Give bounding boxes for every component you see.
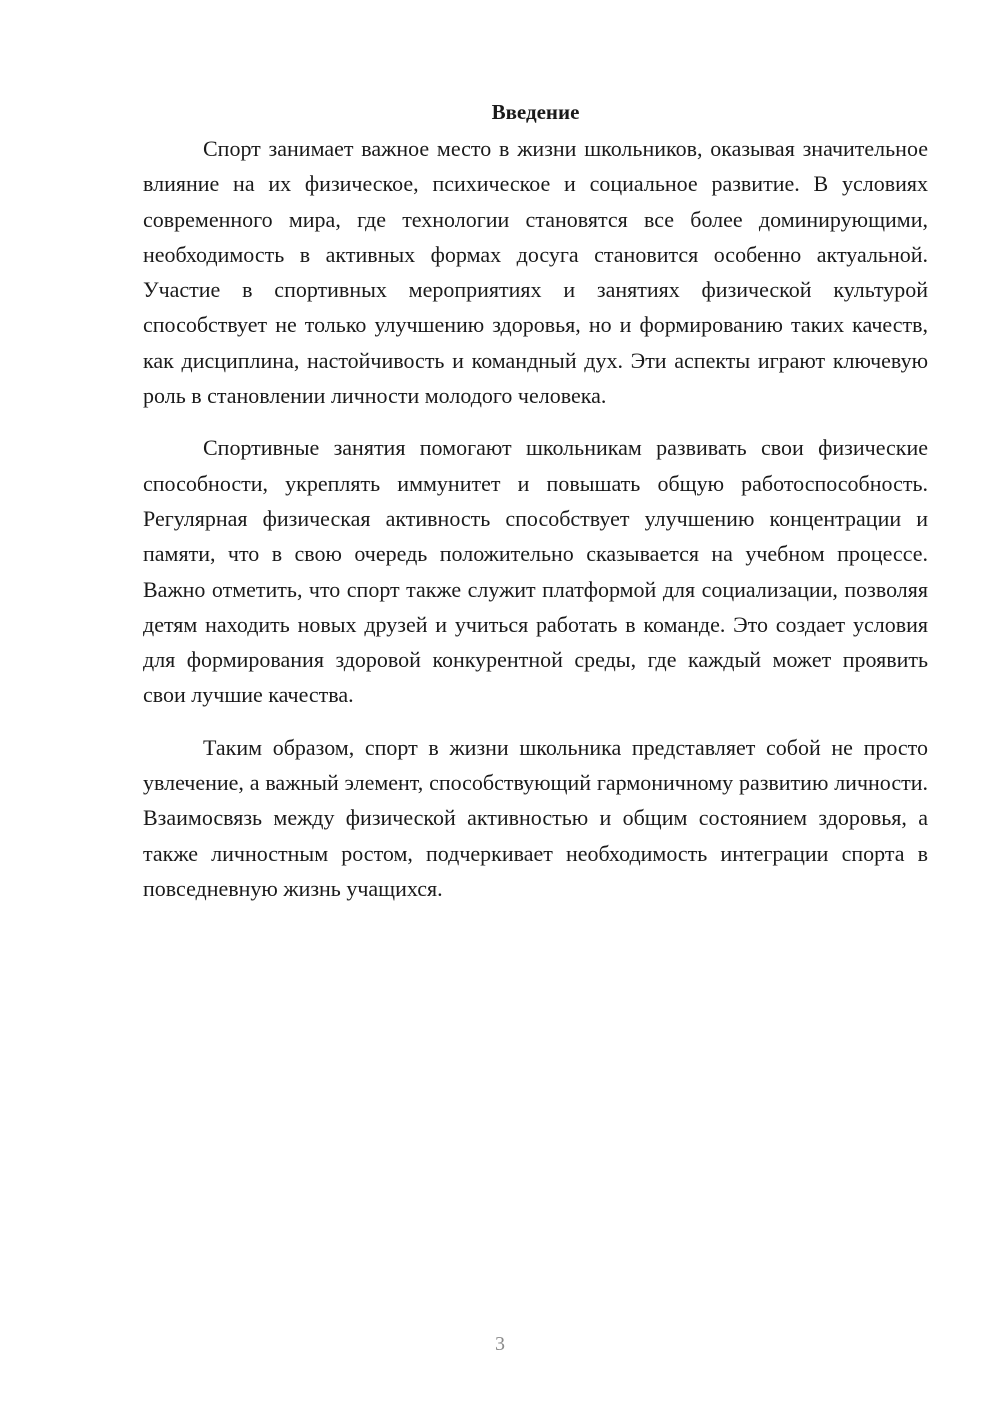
paragraph-1: Спорт занимает важное место в жизни школьников, оказывая значительное влияние на их физическое, психическое и социальное развитие. В условиях современного мира, где технологии становятся все более доминирующими, необходимость в активных формах досуга становится особенно актуальной. Участие в спортивных мероприятиях и занятиях физической культурой способствует не только улучшению здоровья, но и формированию таких качеств, как дисциплина, настойчивость и командный дух. Эти аспекты играют ключевую роль в становлении личности молодого человека.	[143, 136, 928, 409]
page-number: 3	[495, 1333, 505, 1355]
section-title: Введение	[491, 100, 580, 124]
paragraph-2: Спортивные занятия помогают школьникам развивать свои физические способности, укреплять иммунитет и повышать общую работоспособность. Регулярная физическая активность способствует улучшению концентрации и памяти, что в свою очередь положительно сказывается на учебном процессе. Важно отметить, что спорт также служит платформой для социализации, позволяя детям находить новых друзей и учиться работать в команде. Это создает условия для формирования здоровой конкурентной среды, где каждый может проявить свои лучшие качества.	[143, 435, 928, 708]
paragraph-3: Таким образом, спорт в жизни школьника представляет собой не просто увлечение, а важный элемент, способствующий гармоничному развитию личности. Взаимосвязь между физической активностью и общим состоянием здоровья, а также личностным ростом, подчеркивает необходимость интеграции спорта в повседневную жизнь учащихся.	[143, 734, 928, 901]
page-content	[143, 95, 928, 923]
